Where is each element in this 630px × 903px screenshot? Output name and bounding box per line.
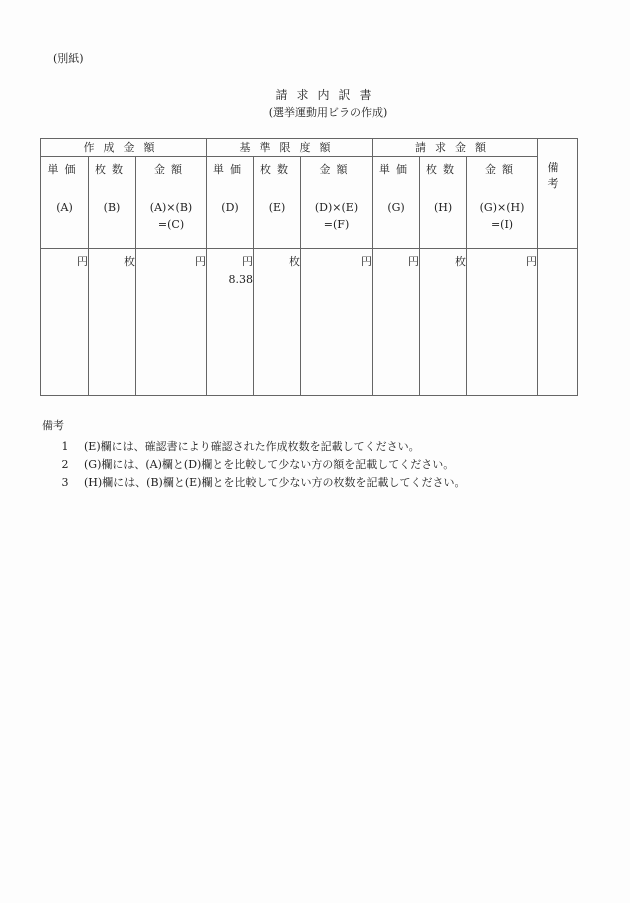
note-item	[42, 473, 465, 491]
cell-a[interactable]	[41, 249, 89, 396]
cell-b[interactable]	[89, 249, 136, 396]
col-header-a	[41, 157, 89, 249]
column-header-row	[41, 157, 578, 249]
col-header-i	[467, 157, 538, 249]
document-title: 請求内訳書	[275, 88, 381, 102]
attachment-label: (別紙)	[53, 52, 84, 65]
cell-remarks[interactable]	[538, 249, 578, 396]
document-subtitle: (選挙運動用ビラの作成)	[268, 106, 388, 119]
col-header-f	[301, 157, 373, 249]
col-header-d	[207, 157, 254, 249]
note-text: (G)欄には、(A)欄と(D)欄とを比較して少ない方の額を記載してください。	[84, 458, 455, 471]
col-code-result: =(F)	[323, 218, 350, 231]
note-item	[42, 437, 465, 455]
col-code: (B)	[103, 201, 121, 214]
col-label: 単価	[47, 163, 82, 176]
col-header-b	[89, 157, 136, 249]
note-number: 1	[61, 439, 69, 453]
col-header-g	[373, 157, 420, 249]
group-header-production: 作成金額	[41, 139, 207, 157]
cell-g[interactable]	[373, 249, 420, 396]
col-code: (G)×(H)	[479, 201, 525, 214]
invoice-breakdown-table	[40, 138, 578, 396]
unit-label: 円	[526, 255, 538, 268]
col-code: (E)	[268, 201, 286, 214]
cell-d[interactable]	[207, 249, 254, 396]
remarks-header: 備考	[538, 139, 578, 249]
unit-label: 円	[242, 255, 253, 268]
col-label: 単価	[213, 163, 247, 176]
unit-label: 円	[195, 255, 206, 268]
col-label: 金額	[485, 163, 520, 176]
cell-i[interactable]	[467, 249, 538, 396]
col-code-result: =(I)	[490, 218, 514, 231]
col-header-e	[254, 157, 301, 249]
note-number: 2	[61, 457, 69, 471]
note-text: (E)欄には、確認書により確認された作成枚数を記載してください。	[84, 440, 420, 453]
col-header-c	[136, 157, 207, 249]
col-label: 単価	[379, 163, 414, 176]
unit-label: 枚	[455, 255, 467, 268]
col-code: (G)	[387, 201, 405, 214]
cell-h[interactable]	[420, 249, 467, 396]
col-code: (A)	[56, 201, 73, 214]
col-label: 枚数	[260, 163, 294, 176]
col-code-result: =(C)	[157, 218, 185, 231]
unit-label: 枚	[124, 255, 135, 268]
notes-section	[42, 417, 465, 491]
col-code: (A)×(B)	[149, 201, 193, 214]
cell-f[interactable]	[301, 249, 373, 396]
group-header-row	[41, 139, 578, 157]
col-label: 枚数	[95, 163, 129, 176]
unit-label: 円	[361, 255, 373, 268]
note-item	[42, 455, 465, 473]
col-code: (H)	[433, 201, 453, 214]
cell-e[interactable]	[254, 249, 301, 396]
col-label: 金額	[319, 163, 354, 176]
col-label: 枚数	[426, 163, 461, 176]
data-row	[41, 249, 578, 396]
group-header-limit: 基準限度額	[207, 139, 373, 157]
note-number: 3	[61, 475, 69, 489]
col-label: 金額	[154, 163, 188, 176]
cell-c[interactable]	[136, 249, 207, 396]
col-header-h	[420, 157, 467, 249]
group-header-claim: 請求金額	[373, 139, 538, 157]
cell-value-unit-price: 8.38	[228, 273, 253, 286]
unit-label: 円	[77, 255, 88, 268]
notes-title: 備考	[42, 419, 64, 432]
unit-label: 円	[408, 255, 420, 268]
col-code: (D)	[221, 201, 239, 214]
unit-label: 枚	[289, 255, 300, 268]
note-text: (H)欄には、(B)欄と(E)欄とを比較して少ない方の枚数を記載してください。	[84, 476, 466, 489]
col-code: (D)×(E)	[314, 201, 359, 214]
